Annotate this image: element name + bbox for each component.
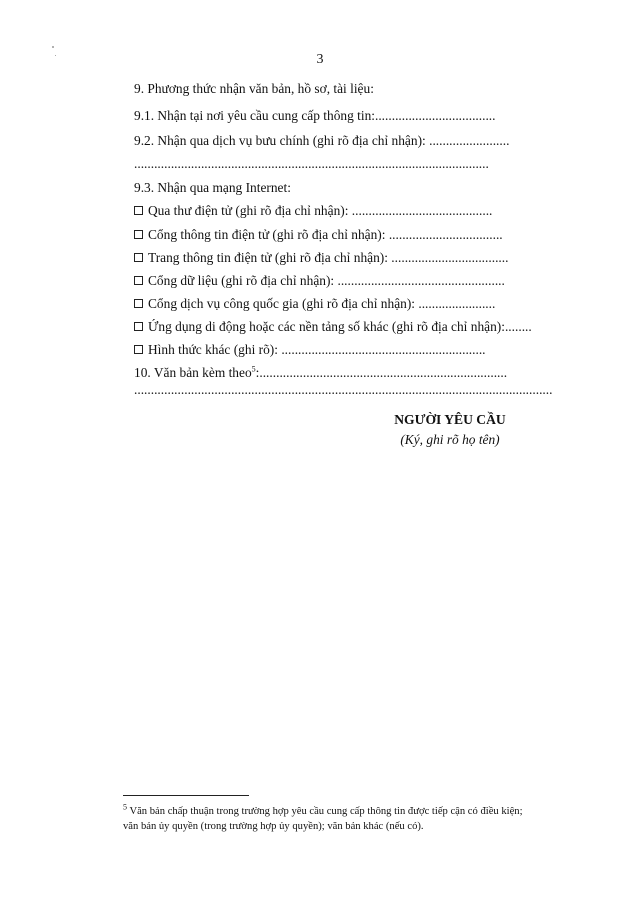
checkbox-empty-icon[interactable] — [134, 253, 143, 262]
item-9-2-continuation: .......................................................................................................... — [134, 156, 489, 171]
item-10 — [134, 364, 507, 382]
option-mobile — [134, 318, 532, 336]
checkbox-empty-icon[interactable] — [134, 206, 143, 215]
item-10-continuation: ............................................................................................................................. — [134, 382, 553, 397]
option-national-portal — [134, 295, 495, 313]
checkbox-empty-icon[interactable] — [134, 276, 143, 285]
checkbox-empty-icon[interactable] — [134, 299, 143, 308]
option-other-label: Hình thức khác (ghi rõ): ............................................................. — [148, 342, 486, 357]
page-number: 3 — [316, 52, 324, 67]
item-9-1: 9.1. Nhận tại nơi yêu cầu cung cấp thông tin:.................................... — [134, 108, 496, 123]
item-9-2: 9.2. Nhận qua dịch vụ bưu chính (ghi rõ địa chỉ nhận): ........................ — [134, 133, 510, 148]
checkbox-empty-icon[interactable] — [134, 345, 143, 354]
option-mobile-label: Ứng dụng di động hoặc các nền tảng số khác (ghi rõ địa chỉ nhận):........ — [148, 319, 532, 334]
footnote-mark: 5 — [123, 802, 127, 812]
item-9-heading: 9. Phương thức nhận văn bản, hồ sơ, tài liệu: — [134, 81, 374, 96]
footnote-line-2: văn bản ủy quyền (trong trường hợp ủy quyền); văn bản khác (nếu có). — [123, 821, 424, 832]
footnote-line-1 — [123, 802, 523, 819]
signature-subtitle: (Ký, ghi rõ họ tên) — [400, 432, 500, 447]
signature-title: NGƯỜI YÊU CẦU — [394, 412, 506, 427]
option-website — [134, 249, 508, 267]
option-data-portal-label: Cổng dữ liệu (ghi rõ địa chỉ nhận): .................................................. — [148, 273, 505, 288]
item-9-3: 9.3. Nhận qua mạng Internet: — [134, 180, 291, 195]
footnote-ref: 5 — [251, 364, 256, 374]
footnote-text-1: Văn bản chấp thuận trong trường hợp yêu cầu cung cấp thông tin được tiếp cận có điều kiện; — [127, 806, 523, 817]
scan-speck — [52, 46, 54, 48]
option-data-portal — [134, 272, 505, 290]
checkbox-empty-icon[interactable] — [134, 322, 143, 331]
option-email — [134, 202, 492, 220]
option-portal — [134, 226, 503, 244]
option-website-label: Trang thông tin điện tử (ghi rõ địa chỉ nhận): ................................... — [148, 250, 509, 265]
option-portal-label: Cổng thông tin điện tử (ghi rõ địa chỉ nhận): .................................. — [148, 227, 503, 242]
footnote-divider — [123, 795, 249, 796]
option-national-portal-label: Cổng dịch vụ công quốc gia (ghi rõ địa chỉ nhận): ....................... — [148, 296, 496, 311]
item-10-dots: :.......................................................................... — [255, 365, 508, 380]
option-email-label: Qua thư điện tử (ghi rõ địa chỉ nhận): .......................................... — [148, 203, 493, 218]
option-other — [134, 341, 486, 359]
checkbox-empty-icon[interactable] — [134, 230, 143, 239]
item-10-label: 10. Văn bản kèm theo — [134, 365, 252, 380]
